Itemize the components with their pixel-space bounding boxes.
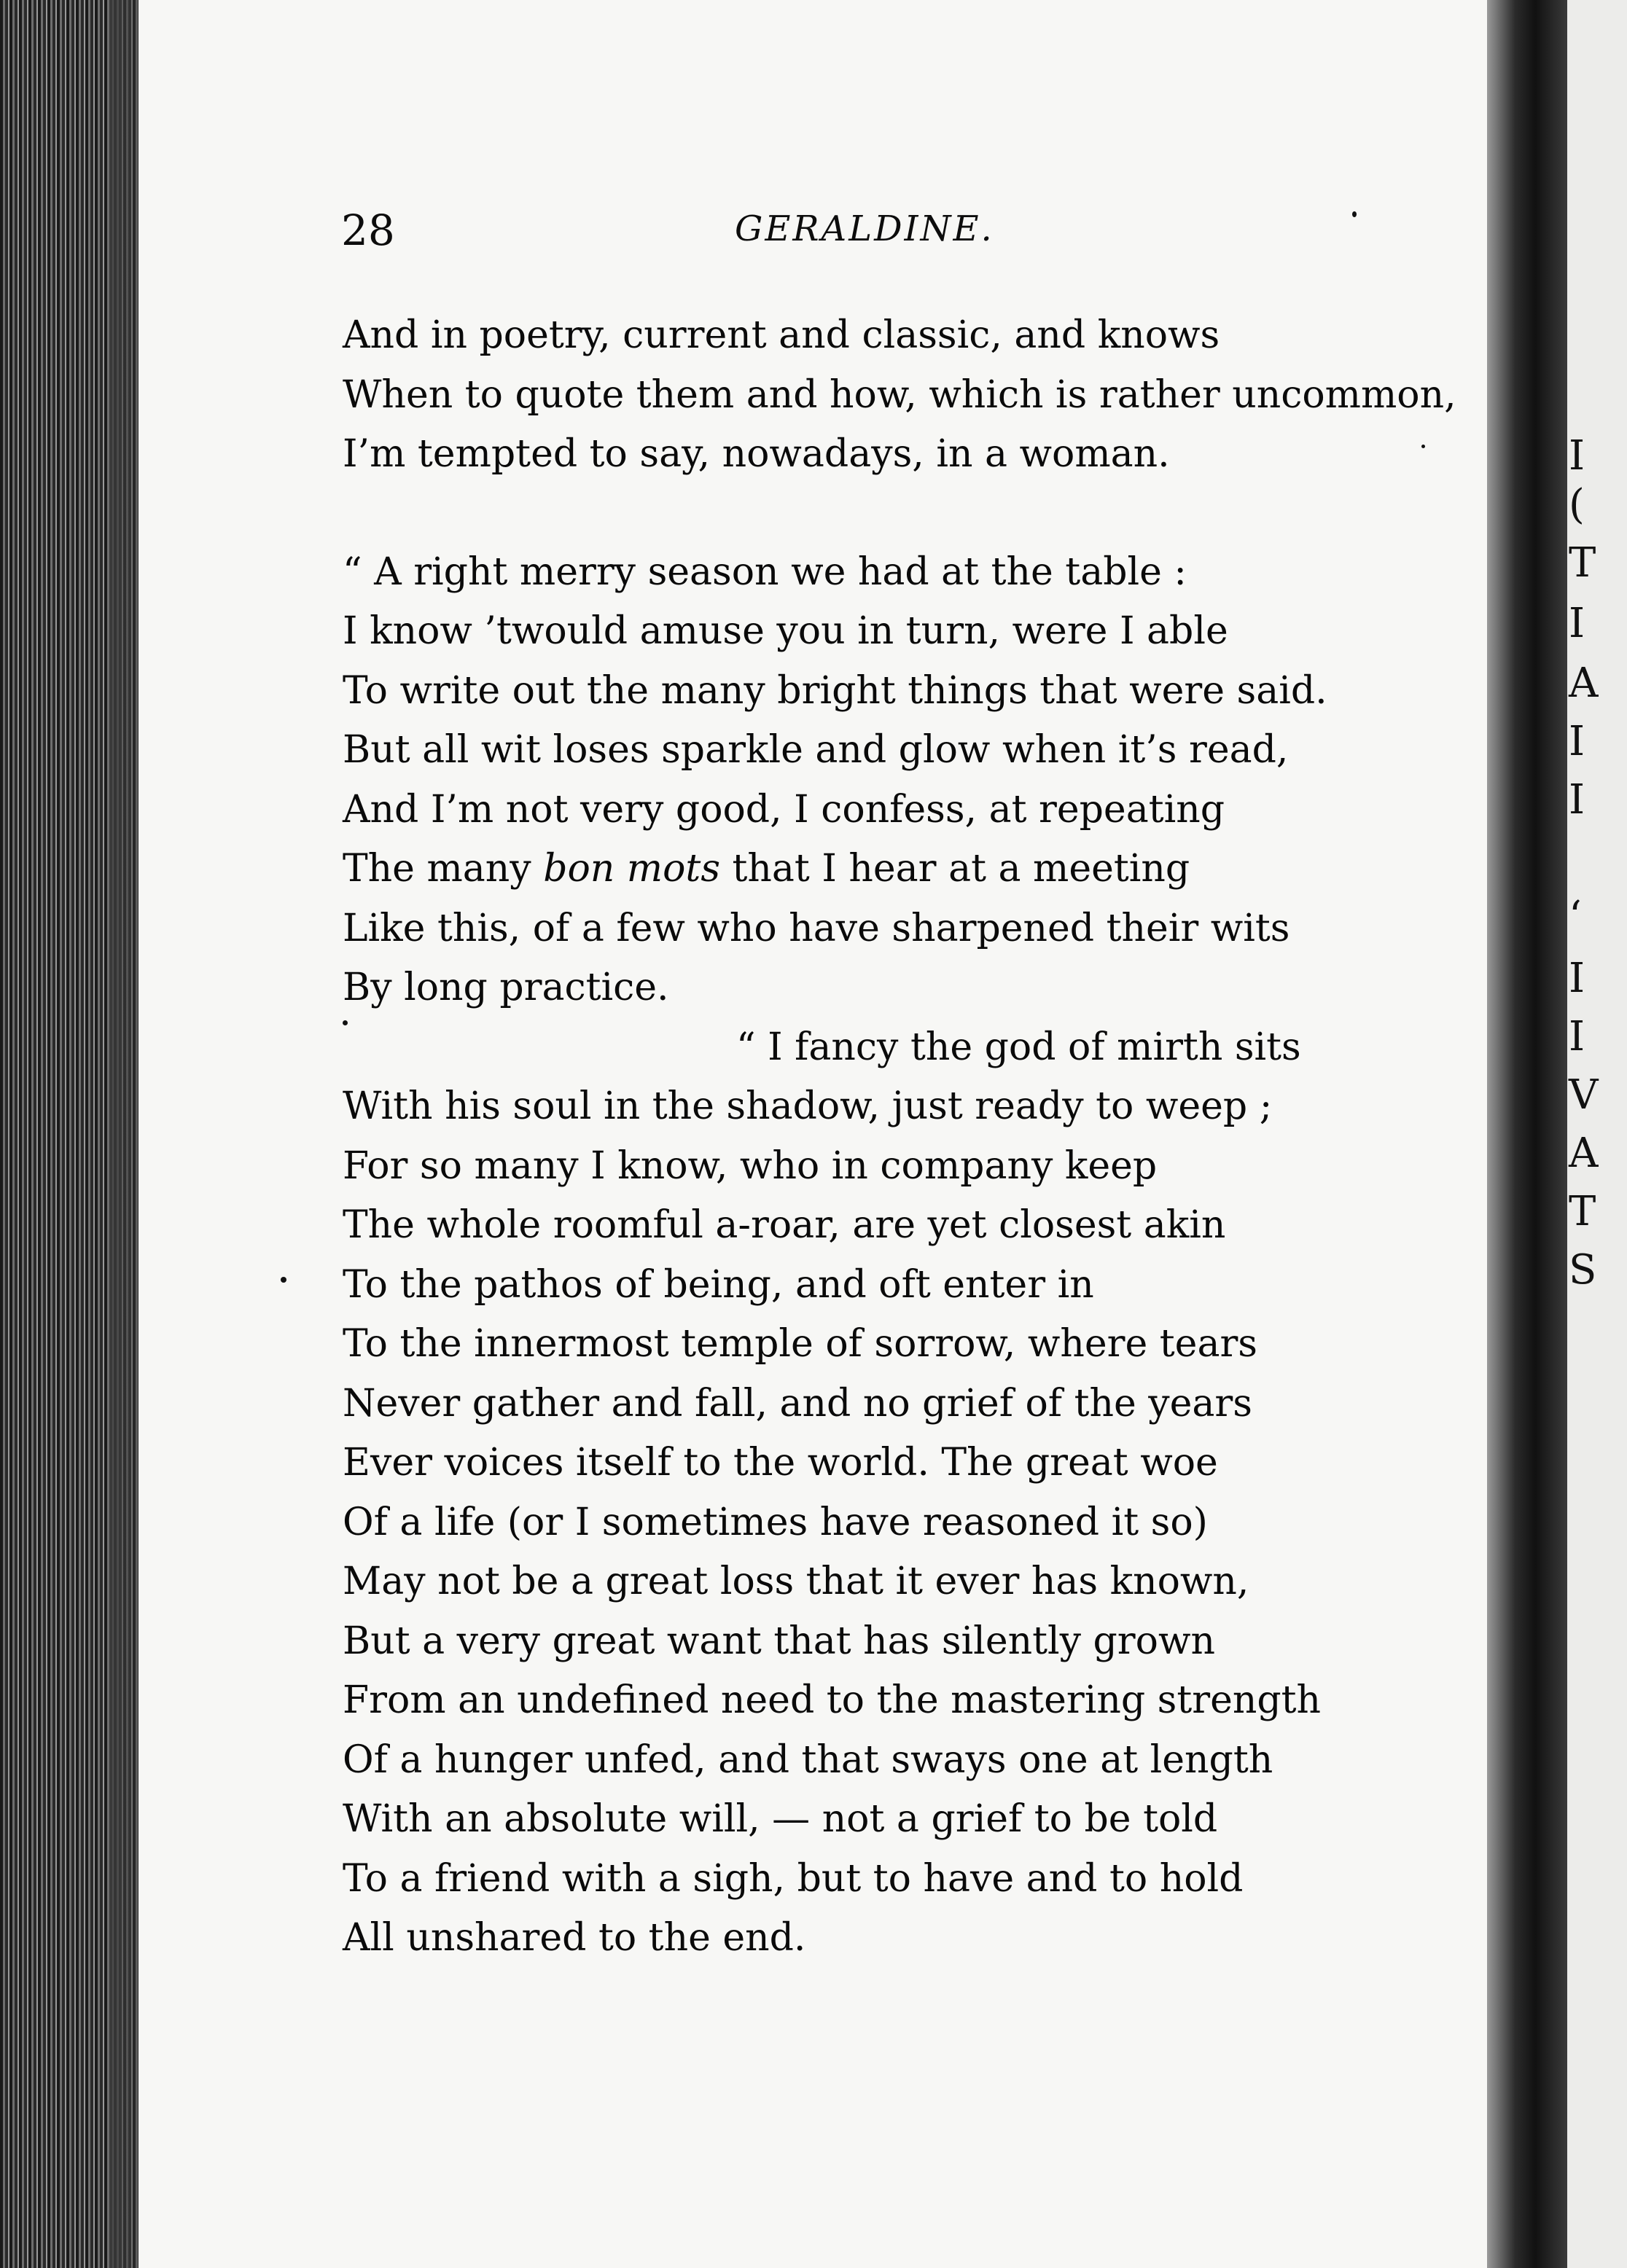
- page-number: 28: [341, 206, 395, 255]
- next-page-fragment: [1567, 0, 1627, 2268]
- poem-line-italic: [343, 840, 1465, 899]
- poem-line: All unshared to the end.: [343, 1916, 806, 1960]
- poem-line: By long practice.: [343, 966, 669, 1009]
- poem-line: “ A right merry season we had at the table :: [343, 550, 1187, 594]
- fragment-glyph: ‘: [1569, 893, 1582, 940]
- poem-line: With an absolute will, — not a grief to be told: [343, 1797, 1218, 1841]
- poem-line: I’m tempted to say, nowadays, in a woman.: [343, 432, 1170, 476]
- poem-line: Ever voices itself to the world. The great woe: [343, 1441, 1218, 1485]
- poem-text: [343, 306, 1465, 1968]
- fragment-glyph: A: [1569, 1130, 1599, 1177]
- poem-line: May not be a great loss that it ever has known,: [343, 1560, 1249, 1603]
- fragment-glyph: I: [1569, 1013, 1585, 1060]
- print-speck: [1421, 445, 1425, 448]
- fragment-glyph: V: [1569, 1071, 1599, 1119]
- book-binding-shadow: [1487, 0, 1567, 2268]
- poem-line: To write out the many bright things that were said.: [343, 668, 1327, 713]
- poem-line: I know ’twould amuse you in turn, were I able: [343, 609, 1228, 653]
- poem-line: For so many I know, who in company keep: [343, 1143, 1158, 1188]
- italic-phrase: bon mots: [543, 847, 720, 891]
- print-speck: [343, 1020, 348, 1025]
- poem-line: But all wit loses sparkle and glow when it’s read,: [343, 728, 1289, 772]
- fragment-glyph: T: [1569, 1188, 1596, 1235]
- print-speck: [1352, 211, 1357, 217]
- poem-line: Never gather and fall, and no grief of the years: [343, 1381, 1252, 1426]
- poem-line: But a very great want that has silently grown: [343, 1619, 1215, 1663]
- fragment-glyph: I: [1569, 776, 1585, 824]
- poem-line-indented: “ I fancy the god of mirth sits: [736, 1025, 1301, 1069]
- fragment-glyph: T: [1569, 539, 1596, 587]
- poem-line: With his soul in the shadow, just ready to weep ;: [343, 1084, 1273, 1128]
- fragment-glyph: A: [1569, 660, 1599, 707]
- fragment-glyph: S: [1569, 1246, 1597, 1294]
- fragment-glyph: (: [1569, 481, 1585, 528]
- poem-line: And in poetry, current and classic, and knows: [343, 313, 1220, 357]
- poem-line-part: The many: [343, 847, 544, 891]
- poem-line: Of a life (or I sometimes have reasoned it so): [343, 1500, 1208, 1544]
- poem-line: And I’m not very good, I confess, at repeating: [343, 787, 1225, 832]
- poem-line: To a friend with a sigh, but to have and to hold: [343, 1856, 1244, 1901]
- stanza-break: [343, 485, 1465, 543]
- fragment-glyph: I: [1569, 718, 1585, 765]
- page-header: [341, 206, 1427, 257]
- poem-line: The whole roomful a-roar, are yet closest akin: [343, 1203, 1226, 1247]
- fragment-glyph: I: [1569, 600, 1585, 647]
- poem-line: From an undefined need to the mastering strength: [343, 1678, 1322, 1722]
- fragment-glyph: I: [1569, 432, 1585, 480]
- poem-line: To the innermost temple of sorrow, where tears: [343, 1322, 1257, 1366]
- running-title: GERALDINE.: [735, 208, 994, 249]
- poem-line: When to quote them and how, which is rather uncommon,: [343, 372, 1456, 417]
- print-speck: [281, 1277, 286, 1283]
- poem-line: Like this, of a few who have sharpened their wits: [343, 906, 1290, 950]
- poem-line: To the pathos of being, and oft enter in: [343, 1262, 1094, 1307]
- poem-line-part: that I hear at a meeting: [720, 847, 1190, 891]
- fragment-glyph: I: [1569, 955, 1585, 1002]
- poem-line: Of a hunger unfed, and that sways one at length: [343, 1737, 1273, 1782]
